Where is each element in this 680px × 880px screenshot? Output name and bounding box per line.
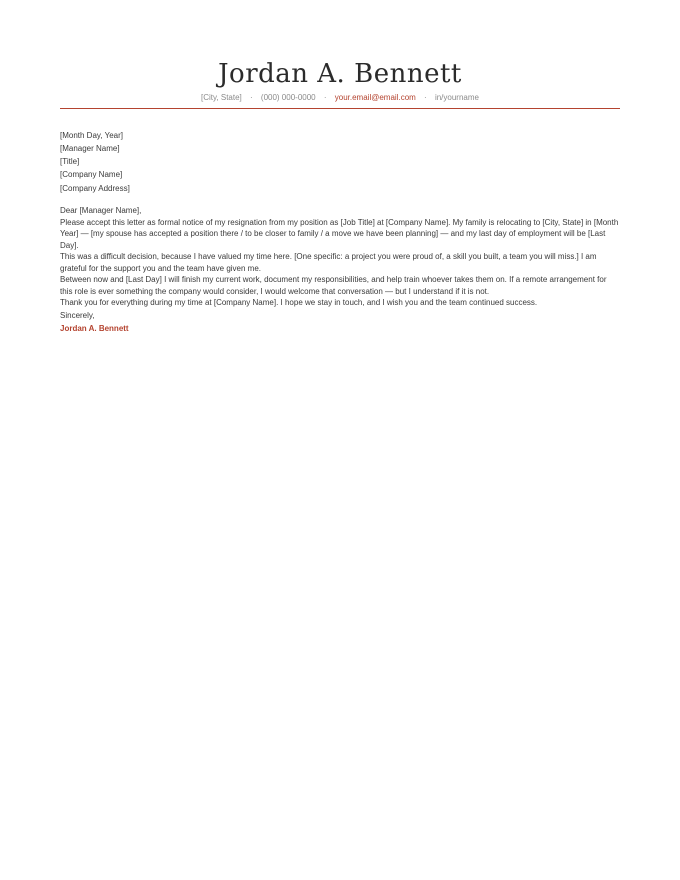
- letter-closing: Sincerely,: [60, 310, 95, 320]
- recipient-block: [60, 142, 620, 196]
- contact-separator: ·: [424, 93, 427, 102]
- contact-separator: ·: [323, 93, 327, 102]
- sender-phone: (000) 000-0000: [260, 93, 316, 102]
- sender-name: Jordan A. Bennett: [218, 59, 462, 89]
- body-paragraph: Between now and [Last Day] I will finish my current work, document my responsibilities, and help train whoever takes them on. If a remote arrangement for this role is ever something the company would consider, I would welcome that conversation — but I understand if it is not.: [60, 275, 607, 296]
- letter-date: [Month Day, Year]: [60, 131, 123, 140]
- contact-separator: ·: [250, 93, 253, 102]
- body-paragraph: This was a difficult decision, because I have valued my time here. [One specific: a project you were proud of, a skill you built, a team you will miss.] I am grateful for the support you and the team have given me.: [60, 252, 597, 273]
- letter-signature: Jordan A. Bennett: [60, 323, 129, 333]
- recipient-manager-name: [Manager Name]: [60, 143, 120, 153]
- letter-greeting: Dear [Manager Name],: [60, 206, 142, 216]
- header-divider: [60, 108, 620, 109]
- recipient-company-name: [Company Name]: [60, 170, 123, 180]
- body-paragraph: Please accept this letter as formal notice of my resignation from my position as [Job Title] at [Company Name]. My family is relocating to [City, State] in [Month Year] — [my spouse has accepted a position there / to be closer to family / a move we have been planning] — and my last day of employment will be [Last Day].: [60, 217, 619, 250]
- letter-body: [60, 130, 620, 335]
- contact-line: [60, 92, 620, 104]
- letter-header: [60, 58, 620, 104]
- recipient-company-address: [Company Address]: [60, 183, 130, 193]
- body-paragraph: Thank you for everything during my time at [Company Name]. I hope we stay in touch, and I wish you and the team continued success.: [60, 298, 538, 308]
- recipient-title: [Title]: [60, 156, 80, 166]
- sender-location: [City, State]: [201, 93, 242, 102]
- sender-email-link[interactable]: your.email@email.com: [334, 93, 416, 102]
- sender-linkedin: in/yourname: [434, 93, 479, 102]
